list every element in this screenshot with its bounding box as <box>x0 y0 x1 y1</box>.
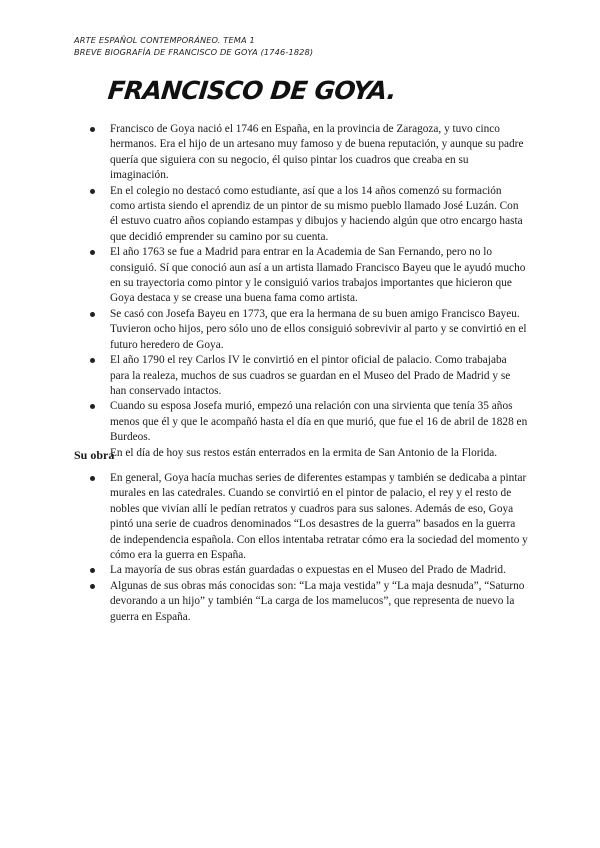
header-course-line: ARTE ESPAÑOL CONTEMPORÁNEO. TEMA 1 <box>74 35 255 45</box>
page-title: FRANCISCO DE GOYA. <box>106 76 398 105</box>
list-item-text: El año 1763 se fue a Madrid para entrar en la Academia de San Fernando, pero no lo consiguió. Sí que conoció aun así a un artista llamado Francisco Bayeu que le ayudó mucho en su trayectoria como pintor y le consiguió varios trabajos importantes que hicieron que Goya destaca y se crease una buena fama como artista. <box>110 246 526 305</box>
list-item <box>88 353 528 399</box>
bullet-icon <box>90 250 95 255</box>
list-item <box>88 184 528 246</box>
list-item-text: En general, Goya hacía muchas series de diferentes estampas y también se dedicaba a pintar murales en las catedrales. Cuando se convirtió en el pintor de palacio, el rey y el resto de nobles que vivían allí le pedían retratos y cuadros para sus salones. Además de eso, Goya pintó una serie de cuadros denominados “Los desastres de la guerra” basados en la guerra de independencia española. Con ellos intentaba retratar cómo era la sociedad del momento y cómo era la guerra en España. <box>110 472 528 562</box>
bullet-icon <box>90 568 95 573</box>
bullet-icon <box>90 358 95 363</box>
bullet-icon <box>90 584 95 589</box>
list-item-text: En el colegio no destacó como estudiante, así que a los 14 años comenzó su formación como artista siendo el aprendiz de un pintor de su mismo pueblo llamado José Luzán. Con él estuvo cuatro años copiando estampas y dibujos y haciendo algún que otro encargo hasta que decidió emprender su camino por su cuenta. <box>110 184 523 243</box>
list-item-text: Cuando su esposa Josefa murió, empezó una relación con una sirvienta que tenía 35 años menos que él y que le acompañó hasta el día en que murió, que fue el 16 de abril de 1828 en Burdeos. <box>110 400 528 444</box>
bullet-icon <box>90 127 95 132</box>
document-header <box>74 35 313 58</box>
list-item-text: El año 1790 el rey Carlos IV le convirtió en el pintor oficial de palacio. Como trabajaba para la realeza, muchos de sus cuadros se guardan en el Museo del Prado de Madrid y se han conservado intactos. <box>110 354 511 397</box>
list-item <box>88 471 528 563</box>
list-item-text: Se casó con Josefa Bayeu en 1773, que era la hermana de su buen amigo Francisco Bayeu. Tuvieron ocho hijos, pero sólo uno de ellos consiguió sobrevivir al parto y se convirtió en el futuro heredero de Goya. <box>110 307 527 351</box>
works-list <box>88 471 528 625</box>
biography-list <box>88 122 528 461</box>
list-item <box>88 245 528 307</box>
bullet-icon <box>90 404 95 409</box>
list-item <box>88 563 528 578</box>
list-item-continuation: En el día de hoy sus restos están enterrados en la ermita de San Antonio de la Florida. <box>110 446 498 459</box>
bullet-icon <box>90 312 95 317</box>
header-subject-line: BREVE BIOGRAFÍA DE FRANCISCO DE GOYA (1746-1828) <box>74 46 314 57</box>
list-item <box>88 579 528 625</box>
list-item <box>88 122 528 184</box>
bullet-icon <box>90 476 95 481</box>
list-item <box>88 307 528 353</box>
list-item-text: La mayoría de sus obras están guardadas o expuestas en el Museo del Prado de Madrid. <box>110 564 506 577</box>
list-item-text: Algunas de sus obras más conocidas son: “La maja vestida” y “La maja desnuda”, “Saturno devorando a un hijo” y también “La carga de los mamelucos”, que representa de nuevo la guerra en España. <box>110 579 525 623</box>
list-item <box>88 399 528 461</box>
list-item-text: Francisco de Goya nació el 1746 en España, en la provincia de Zaragoza, y tuvo cinco hermanos. Era el hijo de un artesano muy famoso y de buena reputación, y aunque su padre quería que siguiera con su negocio, él quiso pintar los cuadros que creaba en su imaginación. <box>110 123 524 182</box>
bullet-icon <box>90 189 95 194</box>
section-heading-works: Su obra <box>74 448 115 462</box>
